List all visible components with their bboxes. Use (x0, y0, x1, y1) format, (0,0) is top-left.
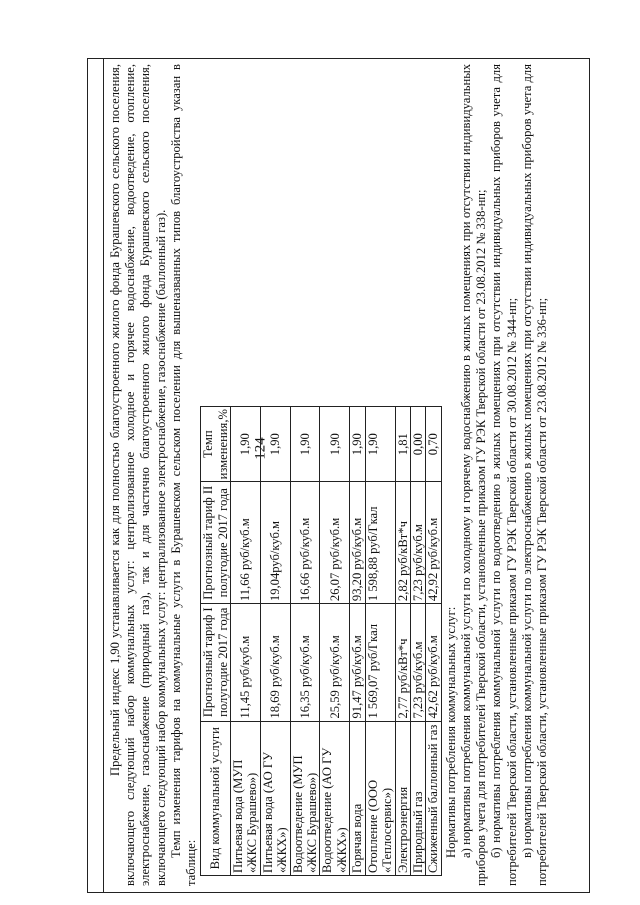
cell-service: Природный газ (410, 721, 425, 875)
cell-tariff-h1: 11,45 руб/куб.м (231, 604, 261, 721)
rotated-content (104, 58, 589, 892)
header-rate: Темп изменения,% (201, 407, 231, 482)
cell-tariff-h1: 42,62 руб/куб.м (426, 604, 441, 721)
cell-rate: 1,90 (231, 407, 261, 482)
cell-tariff-h2: 26,07 руб/куб.м (320, 482, 350, 604)
table-row (410, 407, 425, 876)
table-row (395, 407, 410, 876)
table-intro: Темп изменения тарифов на коммунальные услуги в Бурашевском сельском поселении для вышеназванных типов благоустройства указан в таблице: (168, 64, 199, 886)
tariff-table (200, 406, 442, 876)
cell-rate: 1,90 (365, 407, 395, 482)
cell-tariff-h1: 91,47 руб/куб.м (350, 604, 365, 721)
table-row (231, 407, 261, 876)
cell-service: Питьевая вода (АО ГУ «ЖКХ») (260, 721, 290, 875)
cell-rate: 1,90 (320, 407, 350, 482)
cell-tariff-h1: 16,35 руб/куб.м (290, 604, 320, 721)
cell-rate: 1,90 (350, 407, 365, 482)
cell-service: Питьевая вода (МУП «ЖКС Бурашево») (231, 721, 261, 875)
cell-service: Электроэнергия (395, 721, 410, 875)
header-tariff-h1: Прогнозный тариф I полугодие 2017 года (201, 604, 231, 721)
cell-tariff-h1: 2,77 руб/кВт*ч (395, 604, 410, 721)
cell-rate: 1,90 (260, 407, 290, 482)
cell-rate: 1,90 (290, 407, 320, 482)
cell-service: Отопление (ООО «Теплосервис») (365, 721, 395, 875)
cell-tariff-h2: 1 598,88 руб/Гкал (365, 482, 395, 604)
cell-tariff-h2: 2,82 руб/кВт*ч (395, 482, 410, 604)
cell-rate: 1,81 (395, 407, 410, 482)
cell-rate: 0,70 (426, 407, 441, 482)
header-service: Вид коммунальной услуги (201, 721, 231, 875)
table-row (426, 407, 441, 876)
cell-service: Водоотведение (АО ГУ «ЖКХ») (320, 721, 350, 875)
cell-tariff-h1: 1 569,07 руб/Гкал (365, 604, 395, 721)
intro-paragraph: Предельный индекс 1,90 устанавливается как для полностью благоустроенного жилого фонда Бурашевского сельского поселения, включающего следующий набор коммунальных услуг: централизованное холодное и горячее водоснабжение, водоотведение, отопление, электроснабжение, газоснабжение (природный газ), так и для частично благоустроенного жилого фонда Бурашевского сельского поселения, включающего следующий набор коммунальных услуг: централизованное электроснабжение, газоснабжение (баллонный газ). (108, 64, 168, 886)
norm-item-b: б) нормативы потребления коммунальной услуги по водоотведению в жилых помещениях при отсутствии индивидуальных приборов учета для потребителей Тверской области, установленные приказом ГУ РЭК Тверской области от 30.08.2012 № 344-нп; (489, 64, 519, 886)
cell-tariff-h2: 42,92 руб/куб.м (426, 482, 441, 604)
cell-service: Сжиженный баллонный газ (426, 721, 441, 875)
norm-item-a: а) нормативы потребления коммунальной услуги по холодному и горячему водоснабжению в жилых помещениях при отсутствии индивидуальных приборов учета для потребителей Тверской области, установленные приказом ГУ РЭК Тверской области от 23.08.2012 № 338-нп; (458, 64, 489, 886)
table-header-row (201, 407, 231, 876)
cell-service: Водоотведение (МУП «ЖКС Бурашево») (290, 721, 320, 875)
table-row (365, 407, 395, 876)
cell-tariff-h1: 25,59 руб/куб.м (320, 604, 350, 721)
norms-title: Нормативы потребления коммунальных услуг: (443, 606, 458, 858)
cell-tariff-h2: 7,23 руб/куб.м (410, 482, 425, 604)
cell-tariff-h1: 7,23 руб/куб.м (410, 604, 425, 721)
cell-rate: 0,00 (410, 407, 425, 482)
table-row (260, 407, 290, 876)
cell-service: Горячая вода (350, 721, 365, 875)
norm-item-v: в) нормативы потребления коммунальной услуги по электроснабжению в жилых помещениях при отсутствии индивидуальных приборов учета для потребителей Тверской области, установленные приказом ГУ РЭК Тверской области от 23.08.2012 № 336-нп; (519, 64, 549, 886)
cell-tariff-h2: 16,66 руб/куб.м (290, 482, 320, 604)
table-row (320, 407, 350, 876)
cell-tariff-h2: 11,66 руб/куб.м (231, 482, 261, 604)
table-row (290, 407, 320, 876)
page-number: 124 (252, 437, 269, 460)
table-row (350, 407, 365, 876)
cell-tariff-h2: 19,04руб/куб.м (260, 482, 290, 604)
cell-tariff-h2: 93,20 руб/куб.м (350, 482, 365, 604)
header-tariff-h2: Прогнозный тариф II полугодие 2017 года (201, 482, 231, 604)
cell-tariff-h1: 18,69 руб/куб.м (260, 604, 290, 721)
